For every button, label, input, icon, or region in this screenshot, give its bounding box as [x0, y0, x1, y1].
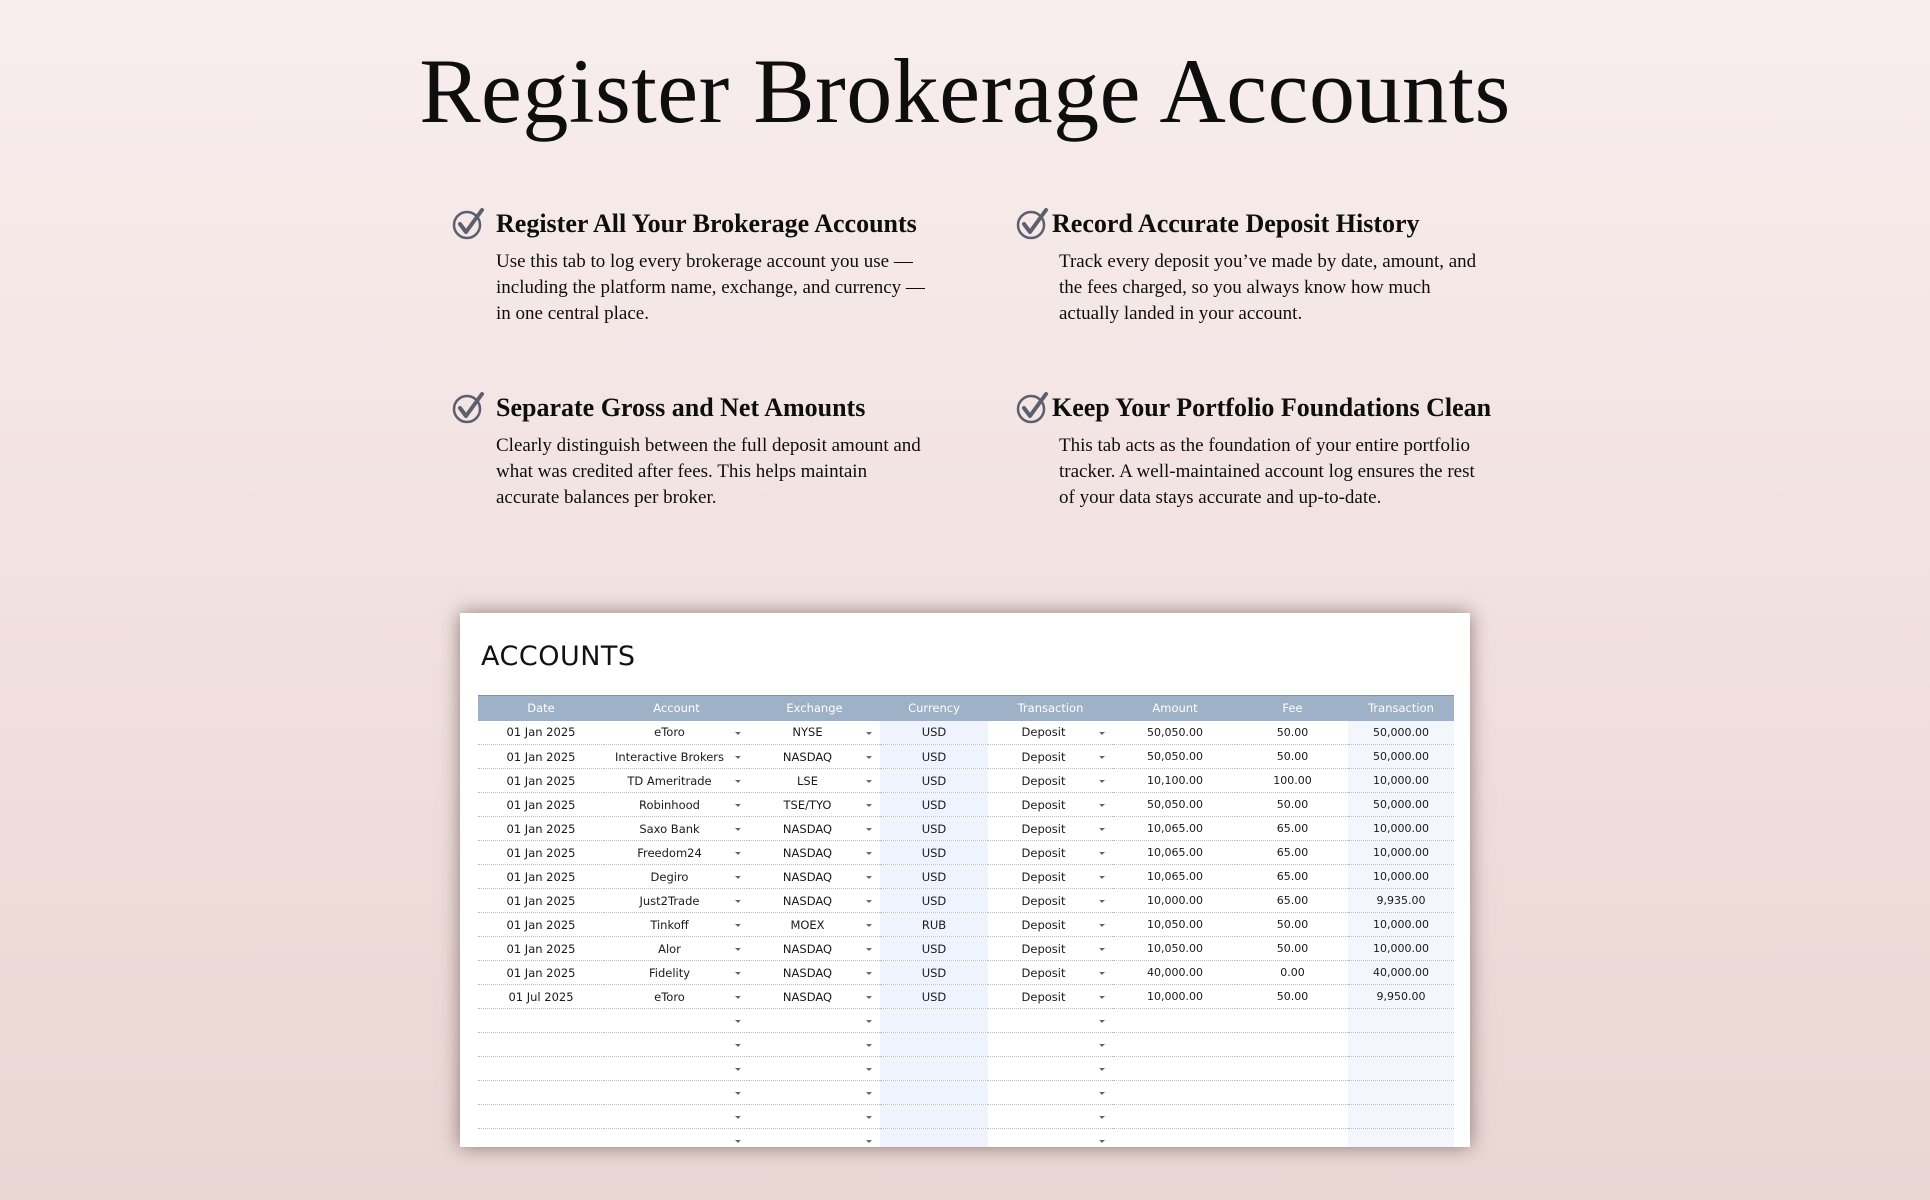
column-header-account: Account: [604, 696, 749, 721]
date-cell[interactable]: 01 Jan 2025: [478, 913, 604, 937]
amount-cell[interactable]: 10,000.00: [1113, 985, 1237, 1009]
feature-description: Use this tab to log every brokerage account you use — including the platform name, exchange, and currency — in one central place.: [496, 251, 925, 324]
page-title: Register Brokerage Accounts: [419, 40, 1511, 142]
date-cell[interactable]: 01 Jan 2025: [478, 793, 604, 817]
transaction-net-cell[interactable]: 10,000.00: [1348, 817, 1454, 841]
account-cell[interactable]: Alor: [604, 937, 749, 961]
feature-description: Track every deposit you’ve made by date, amount, and the fees charged, so you always know how much actually landed in your account.: [1059, 251, 1477, 324]
exchange-cell[interactable]: [749, 1105, 880, 1129]
fee-cell[interactable]: 50.00: [1237, 937, 1348, 961]
transaction-net-cell[interactable]: [1348, 1033, 1454, 1057]
exchange-cell[interactable]: [749, 1057, 880, 1081]
transaction-net-cell[interactable]: 50,000.00: [1348, 793, 1454, 817]
date-cell[interactable]: 01 Jan 2025: [478, 865, 604, 889]
exchange-cell[interactable]: NASDAQ: [749, 937, 880, 961]
table-header-row: [478, 696, 1454, 721]
exchange-cell[interactable]: NASDAQ: [749, 817, 880, 841]
transaction-net-cell[interactable]: 9,950.00: [1348, 985, 1454, 1009]
feature-description: Clearly distinguish between the full deposit amount and what was credited after fees. This helps maintain accurate balances per broker.: [496, 435, 921, 508]
fee-cell[interactable]: [1237, 1105, 1348, 1129]
transaction-type-cell[interactable]: Deposit: [988, 841, 1113, 865]
transaction-type-cell[interactable]: [988, 1057, 1113, 1081]
transaction-type-cell[interactable]: Deposit: [988, 817, 1113, 841]
transaction-type-cell[interactable]: [988, 1081, 1113, 1105]
checkmark-icon: [1016, 391, 1050, 425]
table-row[interactable]: [478, 769, 1454, 793]
amount-cell[interactable]: 50,050.00: [1113, 721, 1237, 745]
exchange-cell[interactable]: MOEX: [749, 913, 880, 937]
currency-cell[interactable]: USD: [880, 865, 988, 889]
currency-cell[interactable]: USD: [880, 889, 988, 913]
table-row[interactable]: [478, 1105, 1454, 1129]
currency-cell[interactable]: USD: [880, 817, 988, 841]
fee-cell[interactable]: 65.00: [1237, 889, 1348, 913]
column-header-amount: Amount: [1113, 696, 1237, 721]
date-cell[interactable]: 01 Jul 2025: [478, 985, 604, 1009]
table-row[interactable]: [478, 937, 1454, 961]
account-cell[interactable]: [604, 1081, 749, 1105]
feature-deposit-history: [1016, 207, 1477, 327]
transaction-net-cell[interactable]: 50,000.00: [1348, 721, 1454, 745]
transaction-net-cell[interactable]: 10,000.00: [1348, 841, 1454, 865]
feature-title: Keep Your Portfolio Foundations Clean: [1052, 393, 1492, 422]
currency-cell[interactable]: USD: [880, 961, 988, 985]
amount-cell[interactable]: [1113, 1129, 1237, 1148]
date-cell[interactable]: 01 Jan 2025: [478, 769, 604, 793]
transaction-type-cell[interactable]: Deposit: [988, 913, 1113, 937]
fee-cell[interactable]: 50.00: [1237, 745, 1348, 769]
table-row[interactable]: [478, 841, 1454, 865]
transaction-type-cell[interactable]: [988, 1033, 1113, 1057]
date-cell[interactable]: [478, 1057, 604, 1081]
date-cell[interactable]: 01 Jan 2025: [478, 745, 604, 769]
table-row[interactable]: [478, 1057, 1454, 1081]
table-row[interactable]: [478, 817, 1454, 841]
table-row[interactable]: [478, 1081, 1454, 1105]
account-cell[interactable]: [604, 1033, 749, 1057]
exchange-cell[interactable]: LSE: [749, 769, 880, 793]
transaction-net-cell[interactable]: 50,000.00: [1348, 745, 1454, 769]
column-header-date: Date: [478, 696, 604, 721]
amount-cell[interactable]: 50,050.00: [1113, 745, 1237, 769]
fee-cell[interactable]: 65.00: [1237, 865, 1348, 889]
amount-cell[interactable]: 10,065.00: [1113, 817, 1237, 841]
date-cell[interactable]: 01 Jan 2025: [478, 889, 604, 913]
transaction-type-cell[interactable]: Deposit: [988, 769, 1113, 793]
exchange-cell[interactable]: NASDAQ: [749, 841, 880, 865]
transaction-type-cell[interactable]: [988, 1009, 1113, 1033]
table-row[interactable]: [478, 1129, 1454, 1148]
date-cell[interactable]: [478, 1009, 604, 1033]
transaction-net-cell[interactable]: 10,000.00: [1348, 769, 1454, 793]
feature-title: Register All Your Brokerage Accounts: [496, 209, 917, 238]
fee-cell[interactable]: [1237, 1129, 1348, 1148]
column-header-fee: Fee: [1237, 696, 1348, 721]
exchange-cell[interactable]: [749, 1033, 880, 1057]
amount-cell[interactable]: [1113, 1033, 1237, 1057]
feature-description: This tab acts as the foundation of your entire portfolio tracker. A well-maintained account log ensures the rest of your data stays accurate and up-to-date.: [1059, 435, 1475, 508]
feature-gross-net: [452, 391, 921, 511]
amount-cell[interactable]: 10,050.00: [1113, 937, 1237, 961]
fee-cell[interactable]: 50.00: [1237, 913, 1348, 937]
currency-cell[interactable]: [880, 1033, 988, 1057]
currency-cell[interactable]: RUB: [880, 913, 988, 937]
fee-cell[interactable]: [1237, 1057, 1348, 1081]
account-cell[interactable]: [604, 1105, 749, 1129]
account-cell[interactable]: eToro: [604, 721, 749, 745]
exchange-cell[interactable]: NASDAQ: [749, 985, 880, 1009]
transaction-type-cell[interactable]: Deposit: [988, 793, 1113, 817]
amount-cell[interactable]: 40,000.00: [1113, 961, 1237, 985]
exchange-cell[interactable]: [749, 1081, 880, 1105]
currency-cell[interactable]: [880, 1129, 988, 1148]
amount-cell[interactable]: [1113, 1105, 1237, 1129]
transaction-net-cell[interactable]: [1348, 1057, 1454, 1081]
table-row[interactable]: [478, 721, 1454, 745]
amount-cell[interactable]: 10,100.00: [1113, 769, 1237, 793]
account-cell[interactable]: TD Ameritrade: [604, 769, 749, 793]
fee-cell[interactable]: 100.00: [1237, 769, 1348, 793]
account-cell[interactable]: [604, 1057, 749, 1081]
transaction-type-cell[interactable]: Deposit: [988, 721, 1113, 745]
transaction-type-cell[interactable]: [988, 1129, 1113, 1148]
date-cell[interactable]: [478, 1033, 604, 1057]
amount-cell[interactable]: [1113, 1057, 1237, 1081]
date-cell[interactable]: [478, 1129, 604, 1148]
amount-cell[interactable]: 10,000.00: [1113, 889, 1237, 913]
feature-portfolio-foundation: [1016, 391, 1492, 511]
account-cell[interactable]: Tinkoff: [604, 913, 749, 937]
account-cell[interactable]: Just2Trade: [604, 889, 749, 913]
transaction-type-cell[interactable]: Deposit: [988, 961, 1113, 985]
table-row[interactable]: [478, 1033, 1454, 1057]
table-row[interactable]: [478, 985, 1454, 1009]
table-row[interactable]: [478, 1009, 1454, 1033]
table-row[interactable]: [478, 793, 1454, 817]
accounts-table: [478, 695, 1454, 1147]
column-header-transaction-net: Transaction: [1348, 696, 1454, 721]
amount-cell[interactable]: 10,050.00: [1113, 913, 1237, 937]
fee-cell[interactable]: [1237, 1009, 1348, 1033]
fee-cell[interactable]: 50.00: [1237, 985, 1348, 1009]
currency-cell[interactable]: USD: [880, 937, 988, 961]
fee-cell[interactable]: 50.00: [1237, 793, 1348, 817]
currency-cell[interactable]: USD: [880, 721, 988, 745]
transaction-type-cell[interactable]: Deposit: [988, 745, 1113, 769]
checkmark-icon: [452, 391, 486, 425]
fee-cell[interactable]: 65.00: [1237, 817, 1348, 841]
account-cell[interactable]: Saxo Bank: [604, 817, 749, 841]
account-cell[interactable]: eToro: [604, 985, 749, 1009]
fee-cell[interactable]: [1237, 1033, 1348, 1057]
date-cell[interactable]: 01 Jan 2025: [478, 961, 604, 985]
date-cell[interactable]: [478, 1105, 604, 1129]
table-row[interactable]: [478, 745, 1454, 769]
exchange-cell[interactable]: [749, 1129, 880, 1148]
exchange-cell[interactable]: NASDAQ: [749, 961, 880, 985]
currency-cell[interactable]: [880, 1081, 988, 1105]
transaction-type-cell[interactable]: Deposit: [988, 937, 1113, 961]
exchange-cell[interactable]: NASDAQ: [749, 889, 880, 913]
currency-cell[interactable]: USD: [880, 985, 988, 1009]
fee-cell[interactable]: 50.00: [1237, 721, 1348, 745]
currency-cell[interactable]: USD: [880, 793, 988, 817]
date-cell[interactable]: 01 Jan 2025: [478, 841, 604, 865]
feature-title: Separate Gross and Net Amounts: [496, 393, 866, 422]
table-row[interactable]: [478, 913, 1454, 937]
date-cell[interactable]: 01 Jan 2025: [478, 937, 604, 961]
transaction-type-cell[interactable]: [988, 1105, 1113, 1129]
amount-cell[interactable]: [1113, 1009, 1237, 1033]
transaction-type-cell[interactable]: Deposit: [988, 889, 1113, 913]
transaction-net-cell[interactable]: [1348, 1081, 1454, 1105]
transaction-net-cell[interactable]: [1348, 1129, 1454, 1148]
table-body: [478, 721, 1454, 1148]
accounts-sheet: [460, 613, 1470, 1147]
feature-register-accounts: [452, 207, 925, 327]
sheet-title: ACCOUNTS: [481, 641, 636, 672]
account-cell[interactable]: Freedom24: [604, 841, 749, 865]
account-cell[interactable]: Robinhood: [604, 793, 749, 817]
currency-cell[interactable]: USD: [880, 841, 988, 865]
account-cell[interactable]: Degiro: [604, 865, 749, 889]
table-row[interactable]: [478, 961, 1454, 985]
transaction-net-cell[interactable]: 10,000.00: [1348, 865, 1454, 889]
checkmark-icon: [452, 207, 486, 241]
transaction-net-cell[interactable]: [1348, 1009, 1454, 1033]
transaction-type-cell[interactable]: Deposit: [988, 985, 1113, 1009]
fee-cell[interactable]: 0.00: [1237, 961, 1348, 985]
transaction-net-cell[interactable]: [1348, 1105, 1454, 1129]
date-cell[interactable]: [478, 1081, 604, 1105]
transaction-net-cell[interactable]: 10,000.00: [1348, 913, 1454, 937]
amount-cell[interactable]: 10,065.00: [1113, 841, 1237, 865]
date-cell[interactable]: 01 Jan 2025: [478, 721, 604, 745]
amount-cell[interactable]: 50,050.00: [1113, 793, 1237, 817]
exchange-cell[interactable]: TSE/TYO: [749, 793, 880, 817]
currency-cell[interactable]: [880, 1105, 988, 1129]
table-row[interactable]: [478, 889, 1454, 913]
exchange-cell[interactable]: [749, 1009, 880, 1033]
transaction-net-cell[interactable]: 40,000.00: [1348, 961, 1454, 985]
exchange-cell[interactable]: NASDAQ: [749, 745, 880, 769]
account-cell[interactable]: Interactive Brokers: [604, 745, 749, 769]
account-cell[interactable]: [604, 1009, 749, 1033]
currency-cell[interactable]: [880, 1057, 988, 1081]
fee-cell[interactable]: [1237, 1081, 1348, 1105]
currency-cell[interactable]: USD: [880, 769, 988, 793]
amount-cell[interactable]: [1113, 1081, 1237, 1105]
exchange-cell[interactable]: NASDAQ: [749, 865, 880, 889]
column-header-currency: Currency: [880, 696, 988, 721]
account-cell[interactable]: Fidelity: [604, 961, 749, 985]
transaction-net-cell[interactable]: 10,000.00: [1348, 937, 1454, 961]
checkmark-icon: [1016, 207, 1050, 241]
account-cell[interactable]: [604, 1129, 749, 1148]
transaction-net-cell[interactable]: 9,935.00: [1348, 889, 1454, 913]
currency-cell[interactable]: USD: [880, 745, 988, 769]
column-header-transaction-type: Transaction: [988, 696, 1113, 721]
currency-cell[interactable]: [880, 1009, 988, 1033]
feature-title: Record Accurate Deposit History: [1052, 209, 1420, 238]
transaction-type-cell[interactable]: Deposit: [988, 865, 1113, 889]
date-cell[interactable]: 01 Jan 2025: [478, 817, 604, 841]
fee-cell[interactable]: 65.00: [1237, 841, 1348, 865]
table-row[interactable]: [478, 865, 1454, 889]
exchange-cell[interactable]: NYSE: [749, 721, 880, 745]
column-header-exchange: Exchange: [749, 696, 880, 721]
amount-cell[interactable]: 10,065.00: [1113, 865, 1237, 889]
